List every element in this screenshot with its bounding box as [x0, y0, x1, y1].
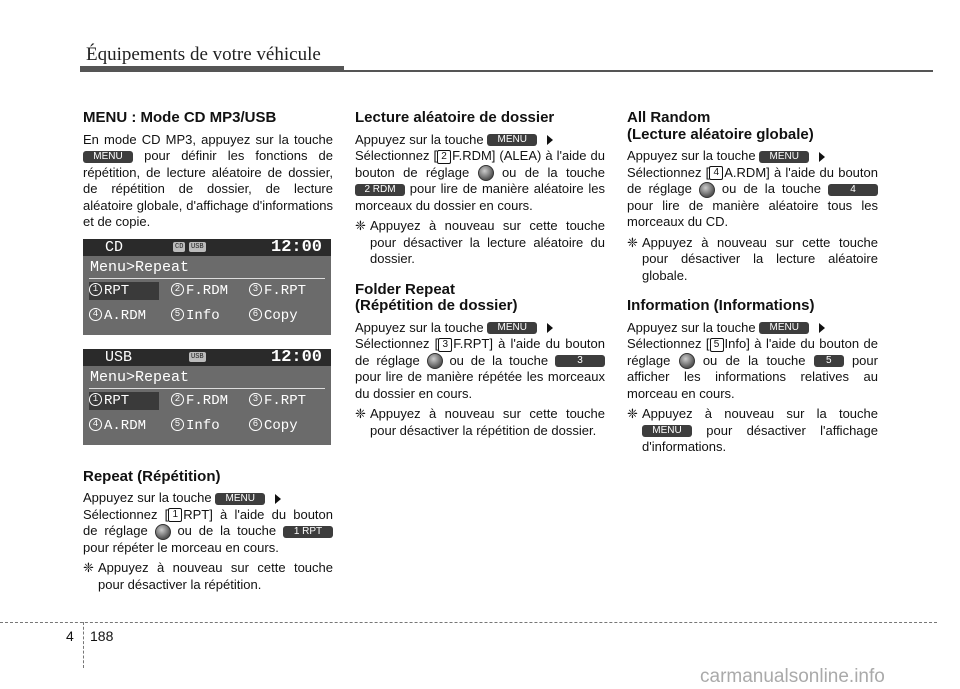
display-menu-path: Menu>Repeat [90, 368, 190, 386]
display-item-ardm: 4 A.RDM [89, 417, 146, 435]
header-rule [80, 66, 344, 72]
display-item-rpt: 1 RPT [89, 392, 159, 410]
rpt-key: 1 RPT [283, 526, 333, 538]
display-mode-label: CD [105, 238, 124, 256]
display-item-info: 5 Info [171, 307, 220, 325]
display-item-copy: 6 Copy [249, 417, 298, 435]
ardm-note: ❈ Appuyez à nouveau sur cette touche pour désactiver la lecture aléatoire globale. [627, 234, 878, 283]
cd-display-screen [83, 239, 331, 335]
key-4: 4 [828, 184, 878, 196]
page-number: 188 [90, 628, 114, 644]
display-badge-usb: USB [191, 242, 204, 251]
info-step: Appuyez sur la touche MENU Sélectionnez [ 5 Info] à l'aide du bouton de réglage ou de la touche 5 pour afficher les informations relatives au morceau en cours. [627, 319, 878, 401]
tune-knob-icon [699, 182, 715, 198]
section-title-repeat: Repeat (Répétition) [83, 467, 221, 485]
section-title-folder-random: Lecture aléatoire de dossier [355, 109, 555, 126]
display-item-frpt: 3 F.RPT [249, 282, 306, 300]
column-1 [83, 110, 333, 597]
page-header-title: Équipements de votre véhicule [86, 44, 321, 65]
tune-knob-icon [155, 524, 171, 540]
number-1-icon: 1 [168, 508, 182, 522]
display-item-ardm: 4 A.RDM [89, 307, 146, 325]
number-4-icon: 4 [709, 166, 723, 180]
display-menu-path: Menu>Repeat [90, 258, 190, 276]
menu-key: MENU [83, 151, 133, 163]
display-item-frdm: 2 F.RDM [171, 282, 228, 300]
intro-paragraph: En mode CD MP3, appuyez sur la touche MENU pour définir les fonctions de répétition, de lecture aléatoire de dossier, de répétition de dossier, de lecture aléatoire globale, d'affichage d'informations et de copie. [83, 131, 333, 229]
usb-display-screen [83, 349, 331, 445]
arrow-right-icon [819, 323, 825, 333]
menu-key: MENU [759, 151, 809, 163]
rdm-key: 2 RDM [355, 184, 405, 196]
menu-key: MENU [487, 322, 537, 334]
number-5-icon: 5 [710, 338, 724, 352]
frpt-note: ❈ Appuyez à nouveau sur cette touche pour désactiver la répétition de dossier. [355, 406, 605, 438]
key-5: 5 [814, 355, 844, 367]
display-item-copy: 6 Copy [249, 307, 298, 325]
display-mode-label: USB [105, 348, 133, 366]
tune-knob-icon [427, 353, 443, 369]
repeat-note: ❈ Appuyez à nouveau sur cette touche pour désactiver la répétition. [83, 560, 333, 592]
number-3-icon: 3 [438, 338, 452, 352]
menu-key: MENU [487, 134, 537, 146]
footer-divider [83, 622, 84, 668]
display-clock: 12:00 [271, 347, 323, 367]
section-title-folder-repeat: Folder Repeat (Répétition de dossier) [355, 280, 518, 315]
header-line [344, 70, 933, 72]
section-number: 4 [66, 628, 74, 644]
display-badge-cd: CD [175, 242, 184, 251]
frdm-step: Appuyez sur la touche MENU Sélectionnez [ 2 F.RDM] (ALEA) à l'aide du bouton de réglage ou de la touche 2 RDM pour lire de manière aléatoire les morceaux du dossier en cours. [355, 131, 605, 213]
arrow-right-icon [547, 135, 553, 145]
display-item-frpt: 3 F.RPT [249, 392, 306, 410]
section-title-information: Information (Informations) [627, 297, 815, 315]
section-title-menu-mode: MENU : Mode CD MP3/USB [83, 109, 277, 126]
display-item-rpt: 1 RPT [89, 282, 159, 300]
footer-line [0, 622, 937, 623]
ardm-step: Appuyez sur la touche MENU Sélectionnez [ 4 A.RDM] à l'aide du bouton de réglage ou de la touche 4 pour lire de manière aléatoire tous les morceaux du CD. [627, 148, 878, 230]
menu-key: MENU [215, 493, 265, 505]
tune-knob-icon [679, 353, 695, 369]
tune-knob-icon [478, 165, 494, 181]
frdm-note: ❈ Appuyez à nouveau sur cette touche pour désactiver la lecture aléatoire du dossier. [355, 218, 605, 267]
arrow-right-icon [547, 323, 553, 333]
repeat-step-1: Appuyez sur la touche MENU Sélectionnez [ 1 RPT] à l'aide du bouton de réglage ou de la touche 1 RPT pour répéter le morceau en cours. [83, 490, 333, 555]
section-title-all-random: All Random (Lecture aléatoire globale) [627, 109, 814, 143]
display-item-frdm: 2 F.RDM [171, 392, 228, 410]
arrow-right-icon [819, 152, 825, 162]
arrow-right-icon [275, 494, 281, 504]
display-item-info: 5 Info [171, 417, 220, 435]
column-2 [355, 110, 605, 443]
number-2-icon: 2 [437, 150, 451, 164]
menu-key: MENU [642, 425, 692, 437]
watermark: carmanualsonline.info [700, 666, 885, 687]
column-3 [627, 110, 878, 460]
info-note: ❈ Appuyez à nouveau sur la touche MENU pour désactiver l'affichage d'informations. [627, 406, 878, 455]
menu-key: MENU [759, 322, 809, 334]
frpt-step: Appuyez sur la touche MENU Sélectionnez [ 3 F.RPT] à l'aide du bouton de réglage ou de la touche 3 pour lire de manière répétée les morceaux du dossier en cours. [355, 319, 605, 401]
display-clock: 12:00 [271, 237, 323, 257]
display-badge-usb: USB [191, 352, 204, 361]
key-3: 3 [555, 355, 605, 367]
